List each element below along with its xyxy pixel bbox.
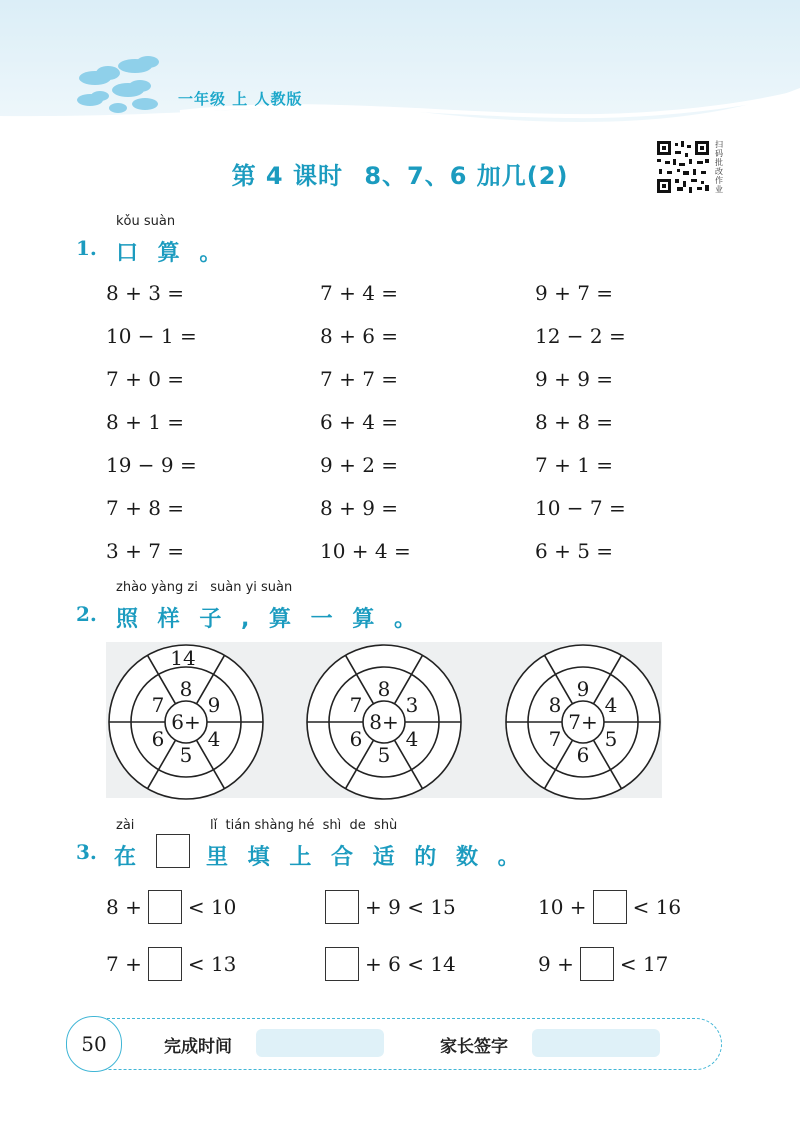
inequality — [325, 890, 456, 924]
section3-title-left: 在 — [114, 845, 143, 870]
math-problem: 3 + 7 = — [106, 539, 185, 563]
math-problem: 7 + 8 = — [106, 496, 185, 520]
answer-box[interactable] — [593, 890, 627, 924]
math-problem: 8 + 1 = — [106, 410, 185, 434]
ineq-before: 9 + — [538, 952, 574, 976]
page-number: 50 — [66, 1016, 122, 1072]
wheel-cell: 4 — [405, 727, 419, 751]
wheel-center: 7+ — [568, 710, 598, 734]
ineq-after: < 10 — [187, 895, 237, 919]
wheel-cell: 9 — [207, 693, 221, 717]
math-problem: 8 + 6 = — [320, 324, 399, 348]
wheel-cell: 7 — [548, 727, 562, 751]
math-problem: 19 − 9 = — [106, 453, 197, 477]
section2-title: 照 样 子 , 算 一 算 。 — [116, 607, 422, 632]
wheel-cell: 8 — [377, 677, 391, 701]
parent-signature-label: 家长签字 — [440, 1037, 508, 1057]
wheel-center: 6+ — [171, 710, 201, 734]
header-band — [0, 0, 800, 130]
ineq-after: + 6 < 14 — [365, 952, 456, 976]
wheel-cell: 9 — [576, 677, 590, 701]
qr-code-icon[interactable] — [657, 141, 709, 193]
math-problem: 10 + 4 = — [320, 539, 411, 563]
wheel-center: 8+ — [369, 710, 399, 734]
answer-box[interactable] — [148, 947, 182, 981]
number-wheel-2 — [304, 642, 464, 800]
wheel-cell: 8 — [179, 677, 193, 701]
section3-pinyin-left: zài — [116, 818, 135, 833]
lesson-title-part2: 8、7、6 加几(2) — [364, 162, 569, 190]
section3-pinyin-right: lǐ tián shàng hé shì de shù — [210, 818, 398, 833]
wheel-cell: 5 — [604, 727, 618, 751]
math-problem: 6 + 4 = — [320, 410, 399, 434]
section1-pinyin: kǒu suàn — [116, 214, 176, 229]
section2-number: 2. — [76, 602, 97, 626]
section1-title: 口 算 。 — [116, 241, 228, 266]
math-problem: 8 + 8 = — [535, 410, 614, 434]
math-problem: 7 + 0 = — [106, 367, 185, 391]
answer-box[interactable] — [148, 890, 182, 924]
ineq-after: < 16 — [632, 895, 682, 919]
inequality — [106, 947, 236, 981]
inequality — [106, 890, 236, 924]
wheel-cell: 7 — [349, 693, 363, 717]
section1-number: 1. — [76, 236, 97, 260]
answer-box[interactable] — [325, 890, 359, 924]
answer-box[interactable] — [580, 947, 614, 981]
wheel-cell: 7 — [151, 693, 165, 717]
math-problem: 8 + 9 = — [320, 496, 399, 520]
wheel-cell: 6 — [151, 727, 165, 751]
wheel-cell: 4 — [604, 693, 618, 717]
wheel-cell: 3 — [405, 693, 419, 717]
inequality — [538, 947, 668, 981]
wheel-outer-answer: 14 — [170, 646, 196, 670]
wheel-cell: 6 — [349, 727, 363, 751]
math-problem: 6 + 5 = — [535, 539, 614, 563]
section2-pinyin: zhào yàng zi suàn yi suàn — [116, 580, 293, 595]
grade-label: 一年级 上 人教版 — [178, 90, 303, 108]
math-problem: 7 + 4 = — [320, 281, 399, 305]
math-problem: 9 + 7 = — [535, 281, 614, 305]
section3-title-right: 里 填 上 合 适 的 数 。 — [206, 845, 526, 870]
section3-number: 3. — [76, 840, 97, 864]
inequality — [538, 890, 681, 924]
number-wheel-1 — [106, 642, 266, 800]
sample-answer-box — [156, 834, 190, 868]
math-problem: 8 + 3 = — [106, 281, 185, 305]
parent-signature-field[interactable] — [532, 1029, 660, 1057]
math-problem: 10 − 1 = — [106, 324, 197, 348]
ineq-before: 10 + — [538, 895, 587, 919]
wheel-cell: 5 — [179, 743, 193, 767]
math-problem: 9 + 2 = — [320, 453, 399, 477]
ineq-before: 8 + — [106, 895, 142, 919]
answer-box[interactable] — [325, 947, 359, 981]
wheel-cell: 8 — [548, 693, 562, 717]
completion-time-field[interactable] — [256, 1029, 384, 1057]
math-problem: 7 + 1 = — [535, 453, 614, 477]
ineq-after: + 9 < 15 — [365, 895, 456, 919]
number-wheel-3 — [503, 642, 663, 800]
wheel-cell: 4 — [207, 727, 221, 751]
math-problem: 9 + 9 = — [535, 367, 614, 391]
lesson-title-part1: 第 4 课时 — [231, 162, 343, 190]
math-problem: 10 − 7 = — [535, 496, 626, 520]
wheel-cell: 5 — [377, 743, 391, 767]
ineq-after: < 17 — [619, 952, 669, 976]
ineq-after: < 13 — [187, 952, 237, 976]
wheel-cell: 6 — [576, 743, 590, 767]
inequality — [325, 947, 456, 981]
math-problem: 12 − 2 = — [535, 324, 626, 348]
completion-time-label: 完成时间 — [164, 1037, 232, 1057]
ineq-before: 7 + — [106, 952, 142, 976]
qr-caption: 扫码批改作业 — [715, 140, 723, 194]
math-problem: 7 + 7 = — [320, 367, 399, 391]
